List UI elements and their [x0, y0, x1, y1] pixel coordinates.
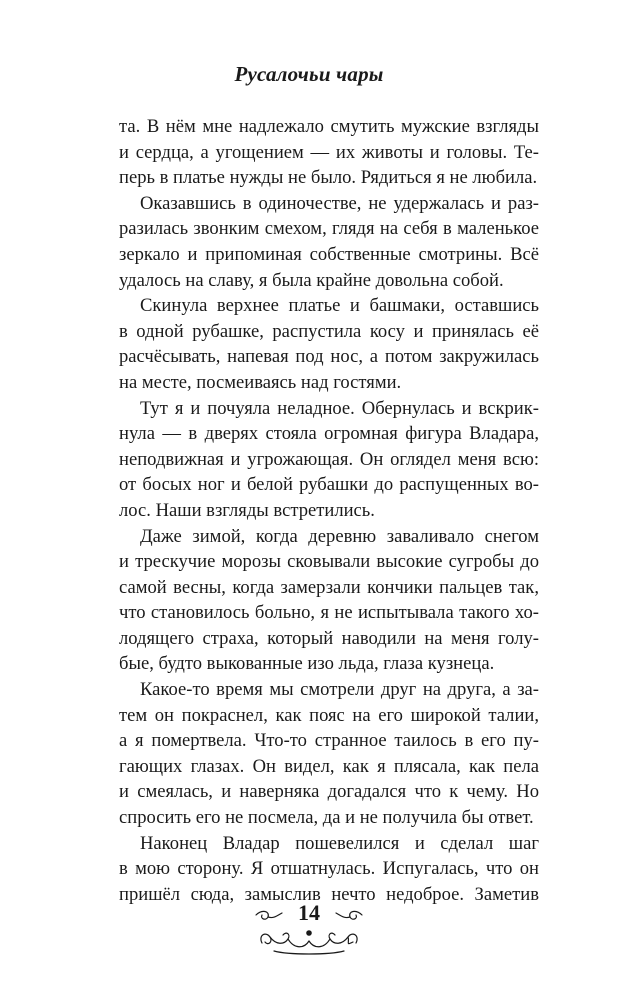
page-number: 14: [298, 900, 320, 925]
text-line: Какое-то время мы смотрели друг на друга, а за-: [140, 679, 539, 701]
text-line: лодящего страха, который наводили на меня голу-: [119, 627, 539, 649]
paragraph: [119, 677, 539, 831]
floral-swirl-ornament-icon: [254, 905, 364, 957]
text-line: Скинула верхнее платье и башмаки, оставшись: [140, 295, 539, 317]
text-line: лос. Наши взгляды встретились.: [119, 499, 375, 521]
text-line: пришёл сюда, замыслив нечто недоброе. Заметив: [119, 883, 539, 905]
text-line: тем он покраснел, как пояс на его широкой талии,: [119, 704, 539, 726]
text-line: на месте, посмеиваясь над гостями.: [119, 371, 402, 393]
paragraph: [119, 114, 539, 191]
text-line: и трескучие морозы сковывали высокие сугробы до: [119, 551, 539, 573]
text-line: Оказавшись в одиночестве, не удержалась и раз-: [140, 192, 539, 214]
paragraph: [119, 191, 539, 293]
paragraph: [119, 831, 539, 908]
text-line: в мою сторону. Я отшатнулась. Испугалась, что он: [119, 858, 539, 880]
text-line: зеркало и припоминая собственные смотрины. Всё: [119, 243, 539, 265]
text-line: и сердца, а угощением — их животы и головы. Те-: [119, 141, 539, 163]
text-line: спросить его не посмела, да и не получила бы ответ.: [119, 807, 534, 829]
paragraph: [119, 293, 539, 395]
text-line: гающих глазах. Он видел, как я плясала, как пела: [119, 755, 539, 777]
text-line: та. В нём мне надлежало смутить мужские взгляды: [119, 116, 539, 137]
body-text: [119, 114, 539, 907]
text-line: что становилось больно, я не испытывала такого хо-: [119, 602, 539, 624]
text-line: а я помертвела. Что-то странное таилось в его пу-: [119, 730, 539, 752]
text-line: и смеялась, и наверняка догадался что к чему. Но: [119, 781, 539, 803]
text-line: перь в платье нужды не было. Рядиться я не любила.: [119, 167, 538, 189]
text-line: неподвижная и угрожающая. Он оглядел меня всю:: [119, 448, 539, 470]
text-line: разилась звонким смехом, глядя на себя в маленькое: [119, 218, 539, 240]
running-title: Русалочьи чары: [234, 62, 384, 86]
paragraph: [119, 524, 539, 678]
text-line: в одной рубашке, распустила косу и принялась её: [119, 320, 539, 342]
text-line: от босых ног и белой рубашки до распущенных во-: [119, 474, 539, 496]
text-line: Тут я и почуяла неладное. Обернулась и вскрик-: [140, 397, 539, 419]
text-line: Даже зимой, когда деревню заваливало снегом: [140, 525, 539, 547]
text-line: удалось на славу, я была крайне довольна собой.: [119, 269, 504, 291]
paragraph: [119, 396, 539, 524]
text-line: бые, будто выкованные изо льда, глаза кузнеца.: [119, 653, 495, 675]
text-line: нула — в дверях стояла огромная фигура Владара,: [119, 423, 539, 445]
text-line: Наконец Владар пошевелился и сделал шаг: [140, 832, 539, 854]
text-line: расчёсывать, напевая под нос, а потом закружилась: [119, 346, 539, 368]
text-line: самой весны, когда замерзали кончики пальцев так,: [119, 576, 539, 598]
